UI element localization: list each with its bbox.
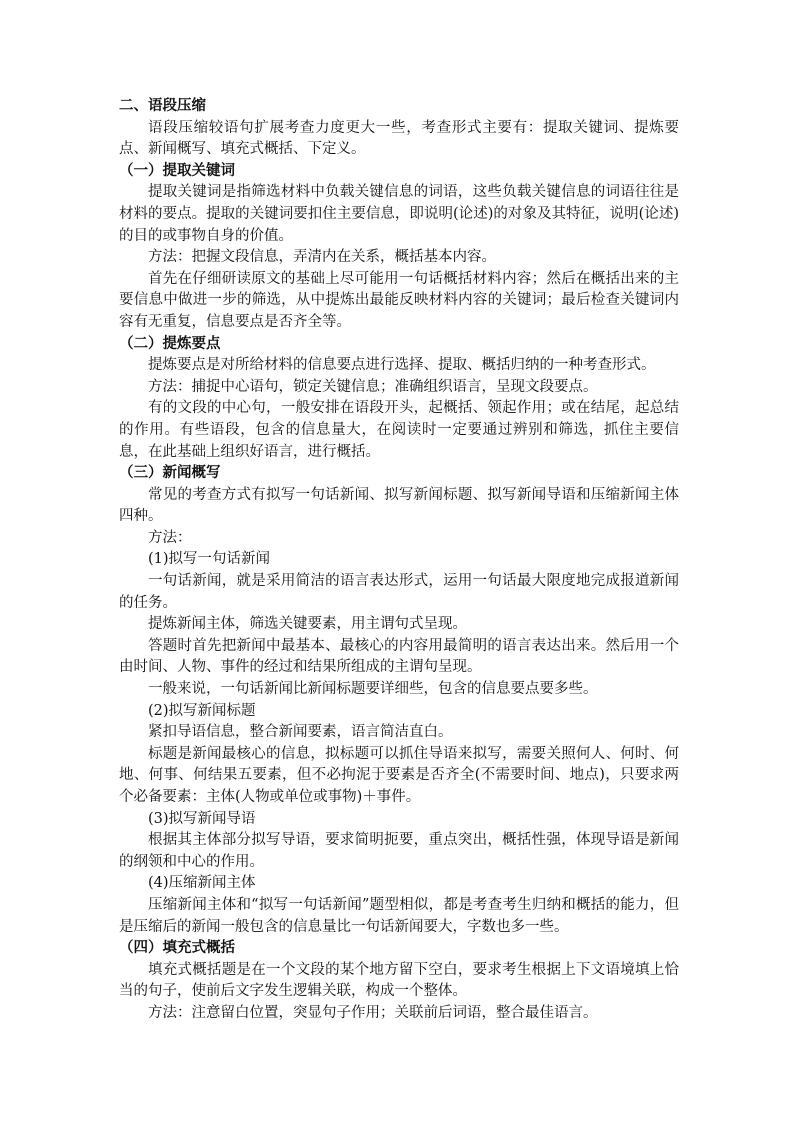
paragraph: 答题时首先把新闻中最基本、最核心的内容用最简明的语言表达出来。然后用一个由时间、人物、事件的经过和结果所组成的主谓句呈现。 [119,637,679,676]
subsection-title-2: （二）提炼要点 [119,335,221,352]
method-paragraph: 方法： [148,529,192,546]
item-title: (4)压缩新闻主体 [148,875,256,892]
paragraph: 首先在仔细研读原文的基础上尽可能用一句话概括材料内容；然后在概括出来的主要信息中做进一步的筛选，从中提炼出最能反映材料内容的关键词；最后检查关键词内容有无重复，信息要点是否齐全等。 [119,270,679,330]
subsection-title-1: （一）提取关键词 [119,162,235,179]
paragraph: 一般来说，一句话新闻比新闻标题要详细些，包含的信息要点要多些。 [148,681,598,698]
method-paragraph: 方法：把握文段信息，弄清内在关系，概括基本内容。 [148,249,496,266]
paragraph: 常见的考查方式有拟写一句话新闻、拟写新闻标题、拟写新闻导语和压缩新闻主体四种。 [119,486,679,525]
subsection-title-3: （三）新闻概写 [119,465,221,482]
section-title: 二、语段压缩 [119,98,206,114]
paragraph: 一句话新闻，就是采用简洁的语言表达形式，运用一句话最大限度地完成报道新闻的任务。 [119,573,679,611]
method-paragraph: 方法：注意留白位置，突显句子作用；关联前后词语，整合最佳语言。 [148,1004,598,1021]
subsection-title-4: （四）填充式概括 [119,940,235,957]
document-page [119,96,679,1025]
paragraph: 标题是新闻最核心的信息，拟标题可以抓住导语来拟写，需要关照何人、何时、何地、何事、何结果五要素，但不必拘泥于要素是否齐全(不需要时间、地点)，只要求两个必备要素：主体(人物或单位或事物)＋事件。 [119,745,679,805]
paragraph: 压缩新闻主体和“拟写一句话新闻”题型相似，都是考查考生归纳和概括的能力，但是压缩后的新闻一般包含的信息量比一句话新闻要大，字数也多一些。 [119,896,679,935]
intro-paragraph: 语段压缩较语句扩展考查力度更大一些，考查形式主要有：提取关键词、提炼要点、新闻概写、填充式概括、下定义。 [119,119,679,158]
item-title: (3)拟写新闻导语 [148,810,256,827]
item-title: (2)拟写新闻标题 [148,702,256,719]
paragraph: 提取关键词是指筛选材料中负载关键信息的词语，这些负载关键信息的词语往往是材料的要点。提取的关键词要扣住主要信息，即说明(论述)的对象及其特征，说明(论述)的目的或事物自身的价值。 [119,184,679,244]
item-title: (1)拟写一句话新闻 [148,551,271,568]
paragraph: 填充式概括题是在一个文段的某个地方留下空白，要求考生根据上下文语境填上恰当的句子，使前后文字发生逻辑关联，构成一个整体。 [119,961,679,1000]
paragraph: 提炼要点是对所给材料的信息要点进行选择、提取、概括归纳的一种考查形式。 [148,357,656,374]
paragraph: 有的文段的中心句，一般安排在语段开头，起概括、领起作用；或在结尾，起总结的作用。有些语段，包含的信息量大，在阅读时一定要通过辨别和筛选，抓住主要信息，在此基础上组织好语言，进行概括。 [119,400,679,460]
paragraph: 紧扣导语信息，整合新闻要素，语言简洁直白。 [148,724,453,741]
paragraph: 提炼新闻主体，筛选关键要素，用主谓句式呈现。 [148,616,467,633]
method-paragraph: 方法：捕捉中心语句，锁定关键信息；准确组织语言，呈现文段要点。 [148,378,598,395]
paragraph: 根据其主体部分拟写导语，要求简明扼要，重点突出，概括性强，体现导语是新闻的纲领和中心的作用。 [119,832,679,870]
